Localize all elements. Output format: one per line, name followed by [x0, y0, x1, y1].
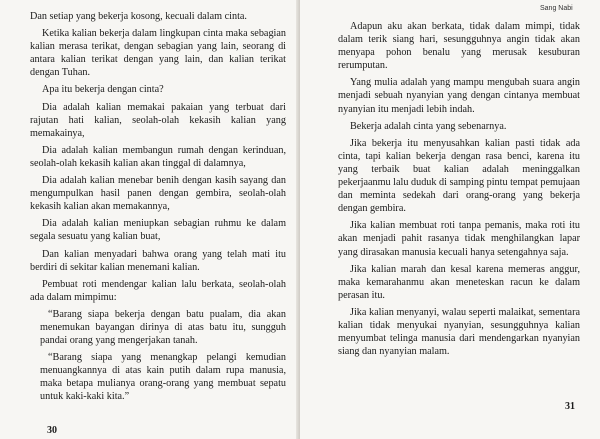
quote-paragraph: “Barang siapa yang menangkap pelangi kemudian menuangkannya di atas kain putih dalam rupa manusia, maka betapa mulianya orang-orang yang membuat sepatu untuk kaki-kaki kita.” — [40, 352, 286, 403]
paragraph: Jika bekerja itu menyusahkan kalian pasti tidak ada cinta, tapi kalian bekerja dengan rasa benci, karena itu yang terbaik buat kalian adalah meninggalkan pekerjaanmu lalu duduk di samping pintu tempat pemujaan dan meminta sedekah dari orang-orang yang bekerja dengan gembira. — [338, 137, 580, 215]
running-header: Sang Nabi — [540, 5, 573, 12]
paragraph: Dia adalah kalian memakai pakaian yang terbuat dari rajutan hati kalian, seolah-olah kekasih kalian yang memakainya, — [30, 101, 286, 139]
page-number-right: 31 — [565, 401, 575, 412]
paragraph: Jika kalian menyanyi, walau seperti malaikat, sementara kalian tidak menyukai nyanyian, sesungguhnya kalian menyumbat telinga manusia dari mendengarkan nyanyian siang dan nyanyian malam. — [338, 306, 580, 358]
paragraph: Dan setiap yang bekerja kosong, kecuali dalam cinta. — [30, 11, 247, 22]
right-page-text — [338, 20, 580, 362]
paragraph: Pembuat roti mendengar kalian lalu berkata, seolah-olah ada dalam mimpimu: — [30, 278, 286, 303]
page-number-left: 30 — [47, 425, 57, 436]
left-page-text — [30, 10, 286, 408]
paragraph: Dan kalian menyadari bahwa orang yang telah mati itu berdiri di sekitar kalian menemani kalian. — [30, 248, 286, 273]
paragraph: Bekerja adalah cinta yang sebenarnya. — [350, 120, 507, 132]
right-page — [300, 0, 600, 439]
quote-paragraph: “Barang siapa bekerja dengan batu pualam, dia akan menemukan bayangan dirinya di atas batu itu, sungguh pandai orang yang mengerjakan tanah. — [40, 308, 286, 347]
paragraph: Ketika kalian bekerja dalam lingkupan cinta maka sebagian kalian merasa terikat, dengan sebagian yang lain, seorang di antara kalian terikat dengan yang lain, dan kalian terikat dengan Tuhan. — [30, 28, 286, 79]
paragraph: Yang mulia adalah yang mampu mengubah suara angin menjadi sebuah nyanyian yang dengan cintanya membuat nyanyian itu menjadi lebih indah. — [338, 77, 580, 115]
paragraph: Apa itu bekerja dengan cinta? — [42, 84, 164, 96]
paragraph: Dia adalah kalian meniupkan sebagian ruhmu ke dalam segala sesuatu yang kalian buat, — [30, 218, 286, 243]
paragraph: Dia adalah kalian menebar benih dengan kasih sayang dan mengumpulkan hasil panen dengan gembira, seolah-olah kekasih kalian akan memakannya, — [30, 175, 286, 213]
paragraph: Jika kalian marah dan kesal karena memeras anggur, maka kemarahanmu akan meneteskan racun ke dalam perasan itu. — [338, 263, 580, 301]
paragraph: Adapun aku akan berkata, tidak dalam mimpi, tidak dalam terik siang hari, sesungguhnya angin tidak akan menyapa pohon benalu yang merusak kesuburan rerumputan. — [338, 21, 580, 72]
paragraph: Dia adalah kalian membangun rumah dengan kerinduan, seolah-olah kekasih kalian akan tinggal di dalamnya, — [30, 144, 286, 169]
paragraph: Jika kalian membuat roti tanpa pemanis, maka roti itu akan menjadi pahit rasanya tidak menghilangkan lapar yang dirasakan manusia kecuali hanya setengahnya saja. — [338, 220, 580, 258]
